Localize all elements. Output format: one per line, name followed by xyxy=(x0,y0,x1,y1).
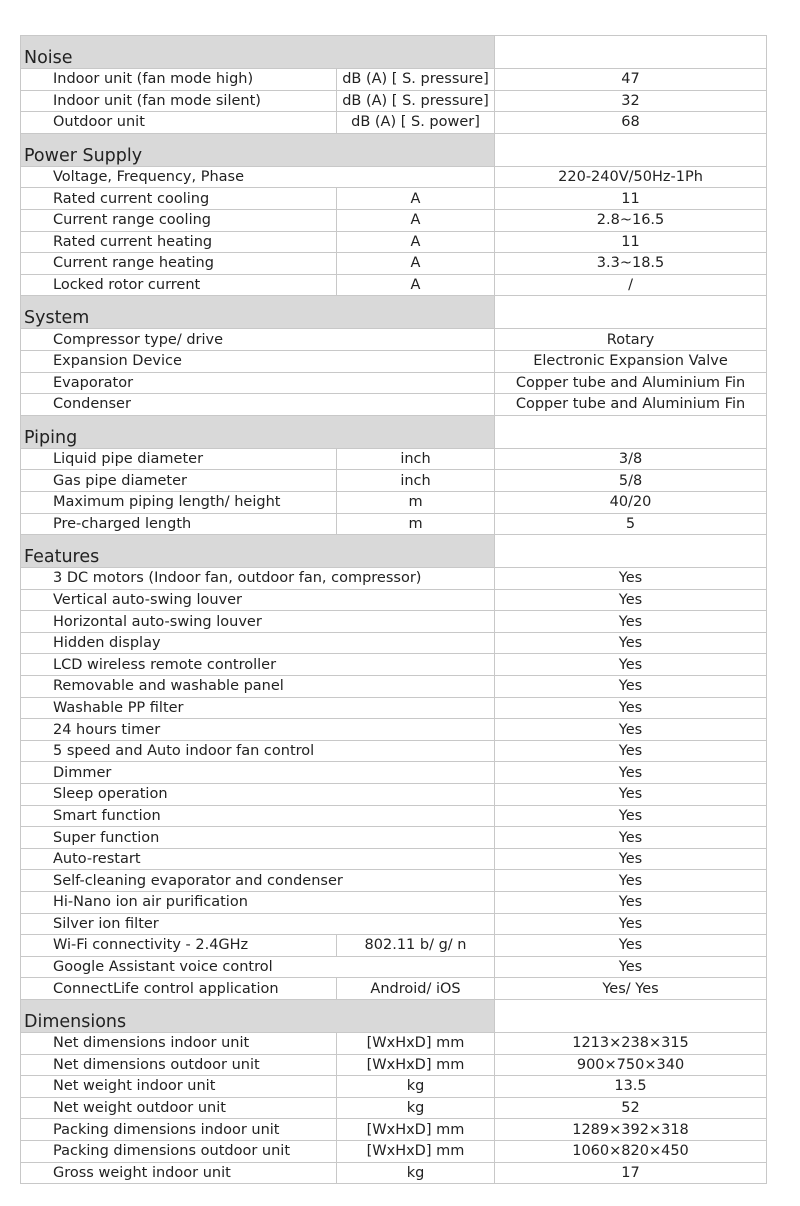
table-row xyxy=(21,166,767,188)
row-label: Removable and washable panel xyxy=(21,676,495,698)
section-header-value-cell xyxy=(495,296,767,329)
section-header-system xyxy=(21,296,767,329)
table-row xyxy=(21,913,767,935)
row-value: 1060×820×450 xyxy=(495,1140,767,1162)
row-label: Hi-Nano ion air purification xyxy=(21,892,495,914)
table-row xyxy=(21,448,767,470)
row-value: 220-240V/50Hz-1Ph xyxy=(495,166,767,188)
row-label: Gross weight indoor unit xyxy=(21,1162,337,1184)
row-label: Super function xyxy=(21,827,495,849)
row-value: / xyxy=(495,274,767,296)
row-unit: [WxHxD] mm xyxy=(337,1140,495,1162)
table-row xyxy=(21,870,767,892)
row-label: Voltage, Frequency, Phase xyxy=(21,166,495,188)
table-row xyxy=(21,892,767,914)
table-row xyxy=(21,231,767,253)
row-value: 13.5 xyxy=(495,1076,767,1098)
table-row xyxy=(21,1162,767,1184)
row-value: Yes xyxy=(495,827,767,849)
row-value: 5 xyxy=(495,513,767,535)
row-unit: A xyxy=(337,274,495,296)
row-value: 5/8 xyxy=(495,470,767,492)
table-row xyxy=(21,805,767,827)
row-unit: dB (A) [ S. pressure] xyxy=(337,90,495,112)
row-unit: [WxHxD] mm xyxy=(337,1054,495,1076)
row-label: Auto-restart xyxy=(21,848,495,870)
row-unit: dB (A) [ S. pressure] xyxy=(337,69,495,91)
table-row xyxy=(21,676,767,698)
table-row xyxy=(21,978,767,1000)
row-unit: kg xyxy=(337,1097,495,1119)
row-label: Hidden display xyxy=(21,632,495,654)
row-unit: Android/ iOS xyxy=(337,978,495,1000)
row-label: Current range cooling xyxy=(21,209,337,231)
table-row xyxy=(21,470,767,492)
row-value: 17 xyxy=(495,1162,767,1184)
table-row xyxy=(21,1054,767,1076)
table-row xyxy=(21,697,767,719)
row-value: 2.8~16.5 xyxy=(495,209,767,231)
table-row xyxy=(21,632,767,654)
row-label: 24 hours timer xyxy=(21,719,495,741)
row-label: Liquid pipe diameter xyxy=(21,448,337,470)
row-unit: 802.11 b/ g/ n xyxy=(337,935,495,957)
row-label: Pre-charged length xyxy=(21,513,337,535)
row-value: 32 xyxy=(495,90,767,112)
section-title: Piping xyxy=(21,415,495,448)
table-row xyxy=(21,253,767,275)
row-label: Dimmer xyxy=(21,762,495,784)
row-value: Yes xyxy=(495,740,767,762)
row-value: 47 xyxy=(495,69,767,91)
row-label: Outdoor unit xyxy=(21,112,337,134)
table-row xyxy=(21,1119,767,1141)
row-label: Packing dimensions outdoor unit xyxy=(21,1140,337,1162)
row-value: Yes xyxy=(495,719,767,741)
row-value: 52 xyxy=(495,1097,767,1119)
row-label: Google Assistant voice control xyxy=(21,956,495,978)
row-value: Rotary xyxy=(495,329,767,351)
row-unit: m xyxy=(337,491,495,513)
row-unit: A xyxy=(337,231,495,253)
row-label: Compressor type/ drive xyxy=(21,329,495,351)
row-unit: A xyxy=(337,188,495,210)
table-row xyxy=(21,513,767,535)
row-label: Vertical auto-swing louver xyxy=(21,589,495,611)
row-label: Washable PP filter xyxy=(21,697,495,719)
row-label: Gas pipe diameter xyxy=(21,470,337,492)
row-value: Yes xyxy=(495,654,767,676)
row-value: 3/8 xyxy=(495,448,767,470)
table-row xyxy=(21,719,767,741)
row-label: LCD wireless remote controller xyxy=(21,654,495,676)
row-unit: kg xyxy=(337,1076,495,1098)
row-value: 11 xyxy=(495,231,767,253)
section-header-value-cell xyxy=(495,535,767,568)
row-label: ConnectLife control application xyxy=(21,978,337,1000)
row-value: Copper tube and Aluminium Fin xyxy=(495,394,767,416)
row-value: Yes xyxy=(495,956,767,978)
table-row xyxy=(21,394,767,416)
table-row xyxy=(21,611,767,633)
table-row xyxy=(21,209,767,231)
table-row xyxy=(21,589,767,611)
row-value: Electronic Expansion Valve xyxy=(495,350,767,372)
table-row xyxy=(21,1140,767,1162)
spec-table-body xyxy=(21,36,767,1184)
table-row xyxy=(21,372,767,394)
row-label: Smart function xyxy=(21,805,495,827)
table-row xyxy=(21,112,767,134)
table-row xyxy=(21,274,767,296)
row-label: Silver ion filter xyxy=(21,913,495,935)
row-unit: [WxHxD] mm xyxy=(337,1119,495,1141)
table-row xyxy=(21,956,767,978)
table-row xyxy=(21,568,767,590)
row-value: Yes xyxy=(495,913,767,935)
section-header-dimensions xyxy=(21,999,767,1032)
table-row xyxy=(21,1097,767,1119)
row-label: Evaporator xyxy=(21,372,495,394)
row-label: Packing dimensions indoor unit xyxy=(21,1119,337,1141)
row-label: Self-cleaning evaporator and condenser xyxy=(21,870,495,892)
row-value: Yes xyxy=(495,935,767,957)
row-label: Net weight indoor unit xyxy=(21,1076,337,1098)
section-header-noise xyxy=(21,36,767,69)
row-label: Rated current heating xyxy=(21,231,337,253)
section-header-piping xyxy=(21,415,767,448)
row-value: 3.3~18.5 xyxy=(495,253,767,275)
table-row xyxy=(21,329,767,351)
row-label: Horizontal auto-swing louver xyxy=(21,611,495,633)
row-value: Yes xyxy=(495,870,767,892)
row-value: 68 xyxy=(495,112,767,134)
row-label: Indoor unit (fan mode high) xyxy=(21,69,337,91)
row-label: Condenser xyxy=(21,394,495,416)
row-value: Yes xyxy=(495,848,767,870)
table-row xyxy=(21,740,767,762)
row-label: Indoor unit (fan mode silent) xyxy=(21,90,337,112)
row-unit: inch xyxy=(337,448,495,470)
row-value: Yes/ Yes xyxy=(495,978,767,1000)
row-unit: A xyxy=(337,209,495,231)
table-row xyxy=(21,1032,767,1054)
row-unit: [WxHxD] mm xyxy=(337,1032,495,1054)
table-row xyxy=(21,491,767,513)
row-value: 40/20 xyxy=(495,491,767,513)
section-title: System xyxy=(21,296,495,329)
row-value: 900×750×340 xyxy=(495,1054,767,1076)
row-label: Net dimensions outdoor unit xyxy=(21,1054,337,1076)
row-value: Yes xyxy=(495,568,767,590)
row-label: Current range heating xyxy=(21,253,337,275)
section-title: Features xyxy=(21,535,495,568)
row-value: 1213×238×315 xyxy=(495,1032,767,1054)
row-label: Locked rotor current xyxy=(21,274,337,296)
table-row xyxy=(21,69,767,91)
row-label: Wi-Fi connectivity - 2.4GHz xyxy=(21,935,337,957)
row-value: Yes xyxy=(495,611,767,633)
section-title: Noise xyxy=(21,36,495,69)
table-row xyxy=(21,188,767,210)
section-header-value-cell xyxy=(495,999,767,1032)
spec-table xyxy=(20,35,767,1184)
table-row xyxy=(21,935,767,957)
row-value: Copper tube and Aluminium Fin xyxy=(495,372,767,394)
table-row xyxy=(21,654,767,676)
table-row xyxy=(21,848,767,870)
table-row xyxy=(21,827,767,849)
row-label: Rated current cooling xyxy=(21,188,337,210)
table-row xyxy=(21,784,767,806)
table-row xyxy=(21,350,767,372)
row-value: Yes xyxy=(495,784,767,806)
section-header-value-cell xyxy=(495,133,767,166)
section-header-value-cell xyxy=(495,36,767,69)
row-unit: m xyxy=(337,513,495,535)
row-value: Yes xyxy=(495,676,767,698)
row-value: Yes xyxy=(495,892,767,914)
row-label: Maximum piping length/ height xyxy=(21,491,337,513)
row-value: Yes xyxy=(495,632,767,654)
row-value: Yes xyxy=(495,805,767,827)
row-label: Sleep operation xyxy=(21,784,495,806)
section-header-value-cell xyxy=(495,415,767,448)
table-row xyxy=(21,1076,767,1098)
row-label: Net weight outdoor unit xyxy=(21,1097,337,1119)
table-row xyxy=(21,762,767,784)
row-unit: kg xyxy=(337,1162,495,1184)
section-title: Power Supply xyxy=(21,133,495,166)
row-unit: inch xyxy=(337,470,495,492)
row-value: Yes xyxy=(495,697,767,719)
row-unit: dB (A) [ S. power] xyxy=(337,112,495,134)
section-title: Dimensions xyxy=(21,999,495,1032)
row-unit: A xyxy=(337,253,495,275)
table-row xyxy=(21,90,767,112)
section-header-power-supply xyxy=(21,133,767,166)
row-label: 3 DC motors (Indoor fan, outdoor fan, compressor) xyxy=(21,568,495,590)
row-value: Yes xyxy=(495,762,767,784)
row-value: 1289×392×318 xyxy=(495,1119,767,1141)
row-label: 5 speed and Auto indoor fan control xyxy=(21,740,495,762)
section-header-features xyxy=(21,535,767,568)
row-label: Net dimensions indoor unit xyxy=(21,1032,337,1054)
row-value: 11 xyxy=(495,188,767,210)
row-value: Yes xyxy=(495,589,767,611)
row-label: Expansion Device xyxy=(21,350,495,372)
